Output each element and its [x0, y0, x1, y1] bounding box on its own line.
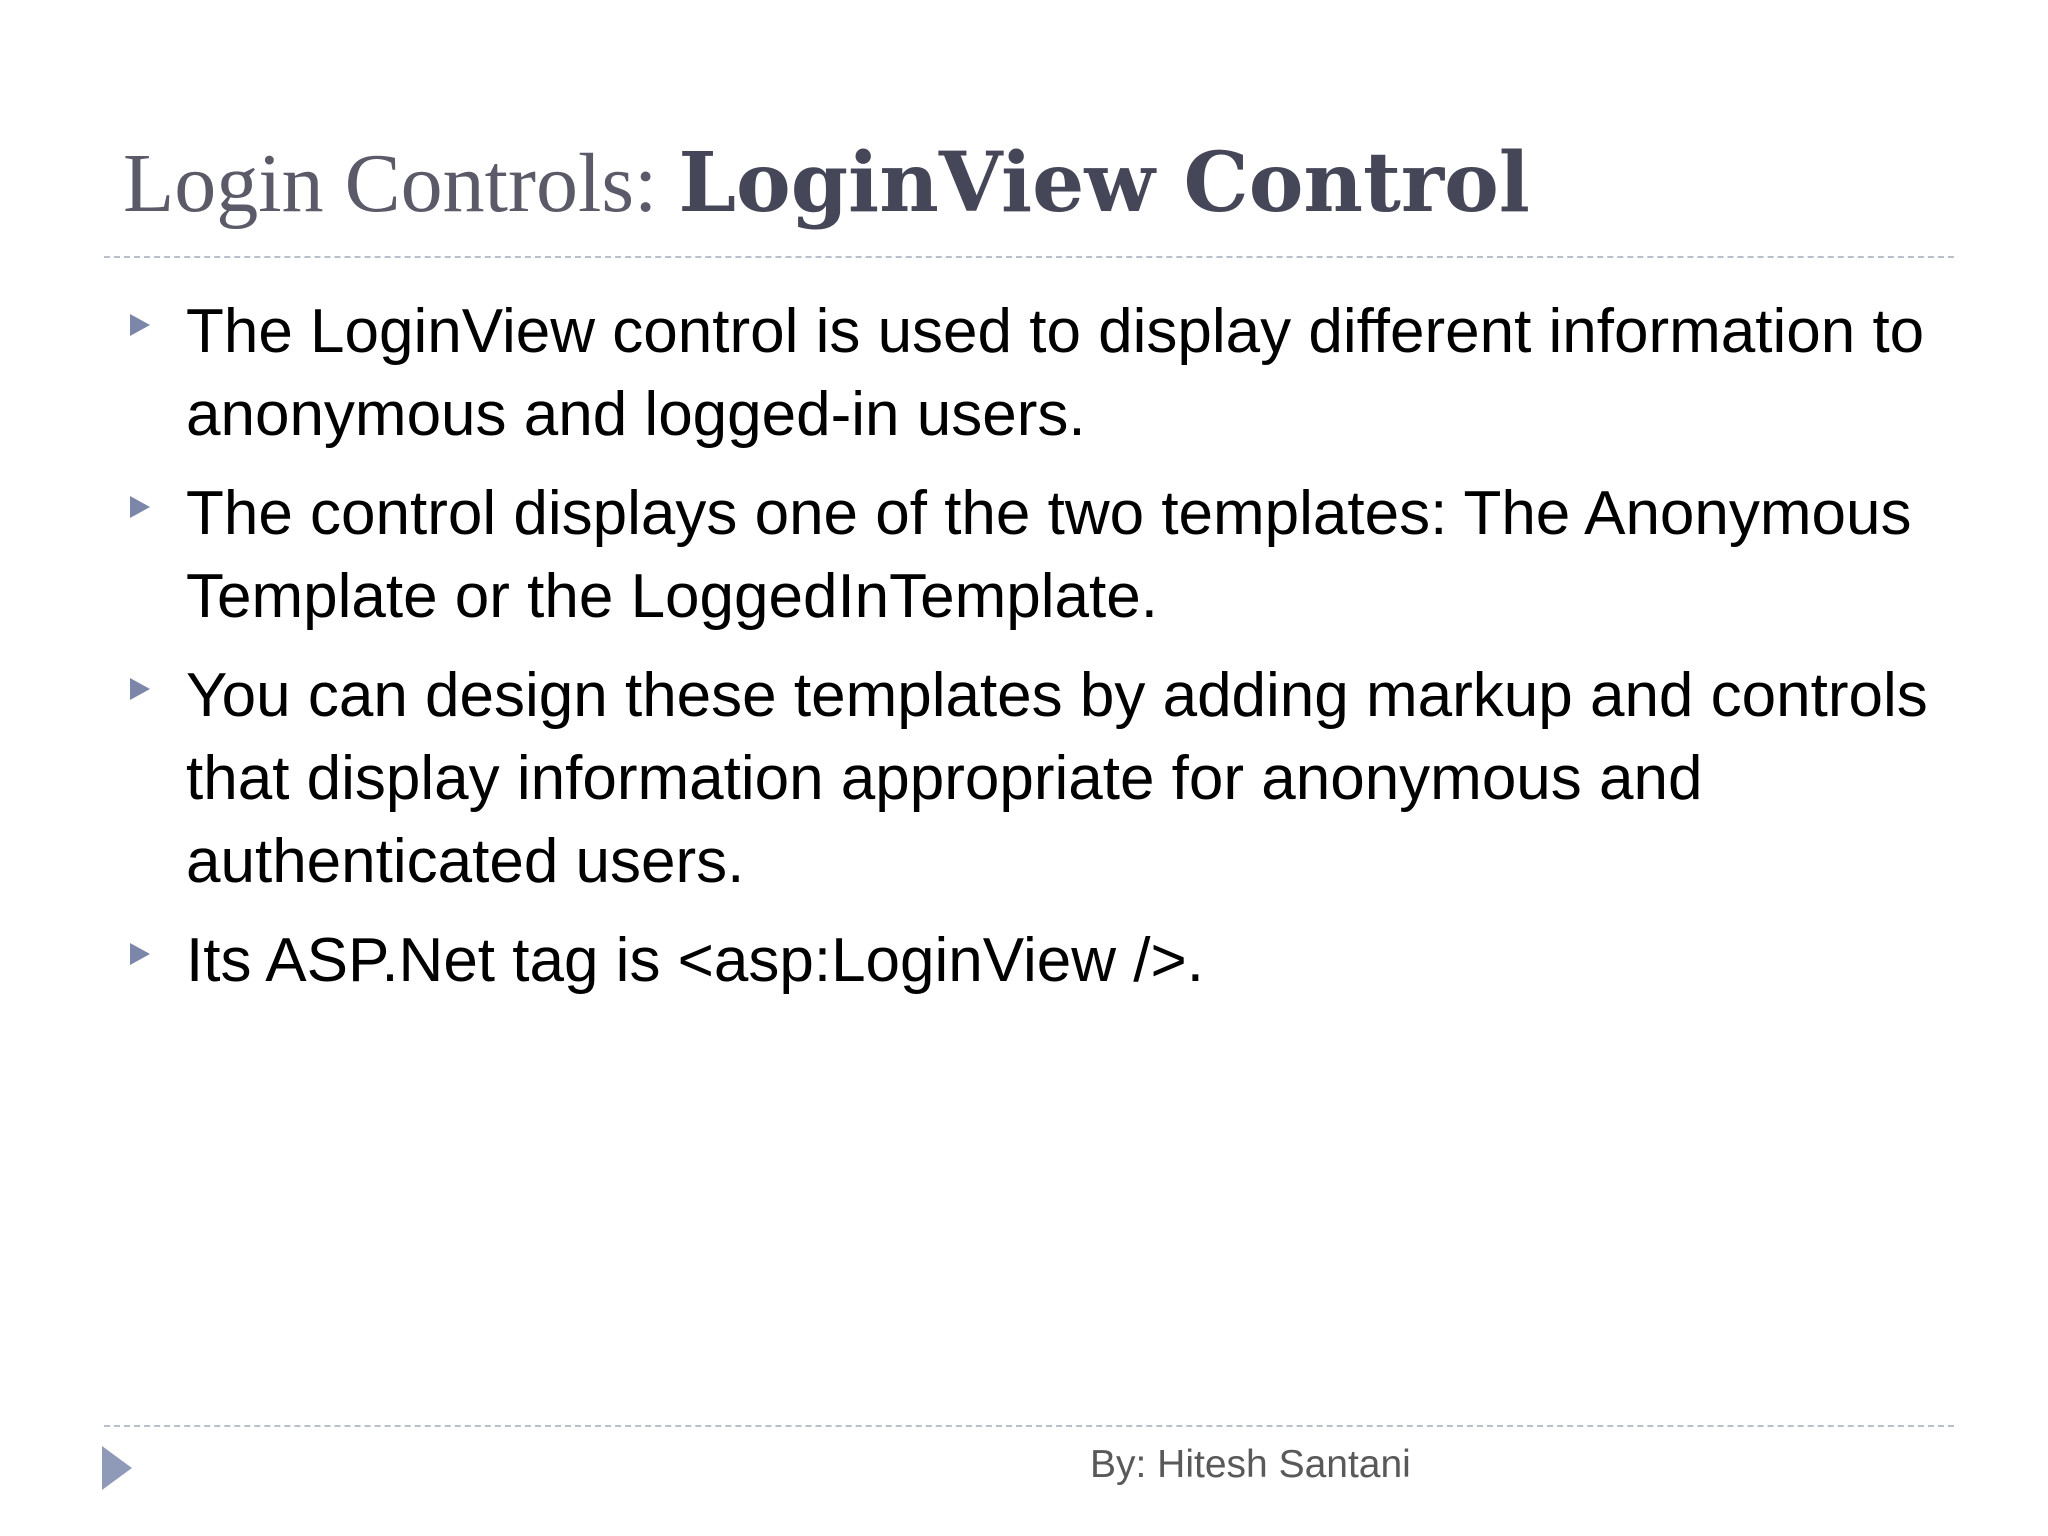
bullet-text: Its ASP.Net tag is <asp:LoginView />.	[186, 926, 1204, 995]
triangle-right-icon	[130, 314, 150, 336]
bullet-item	[125, 472, 1955, 638]
title-divider	[104, 256, 1954, 258]
bullet-item	[125, 654, 1955, 903]
title-main: LoginView Control	[678, 135, 1530, 231]
play-triangle-icon	[102, 1446, 132, 1490]
triangle-right-icon	[130, 943, 150, 965]
title-prefix: Login Controls:	[123, 137, 679, 230]
bullet-list	[125, 290, 1955, 1018]
footer-divider	[104, 1425, 1954, 1427]
bullet-text: The control displays one of the two templates: The Anonymous Template or the LoggedInTemplate.	[186, 479, 1912, 631]
bullet-item	[125, 290, 1955, 456]
triangle-right-icon	[130, 678, 150, 700]
bullet-text: You can design these templates by adding markup and controls that display information appropriate for anonymous and authenticated users.	[186, 661, 1928, 896]
triangle-right-icon	[130, 496, 150, 518]
footer-author: By: Hitesh Santani	[1090, 1443, 1411, 1486]
bullet-item	[125, 919, 1955, 1002]
bullet-text: The LoginView control is used to display different information to anonymous and logged-in users.	[186, 297, 1925, 449]
slide-title	[123, 135, 1530, 231]
